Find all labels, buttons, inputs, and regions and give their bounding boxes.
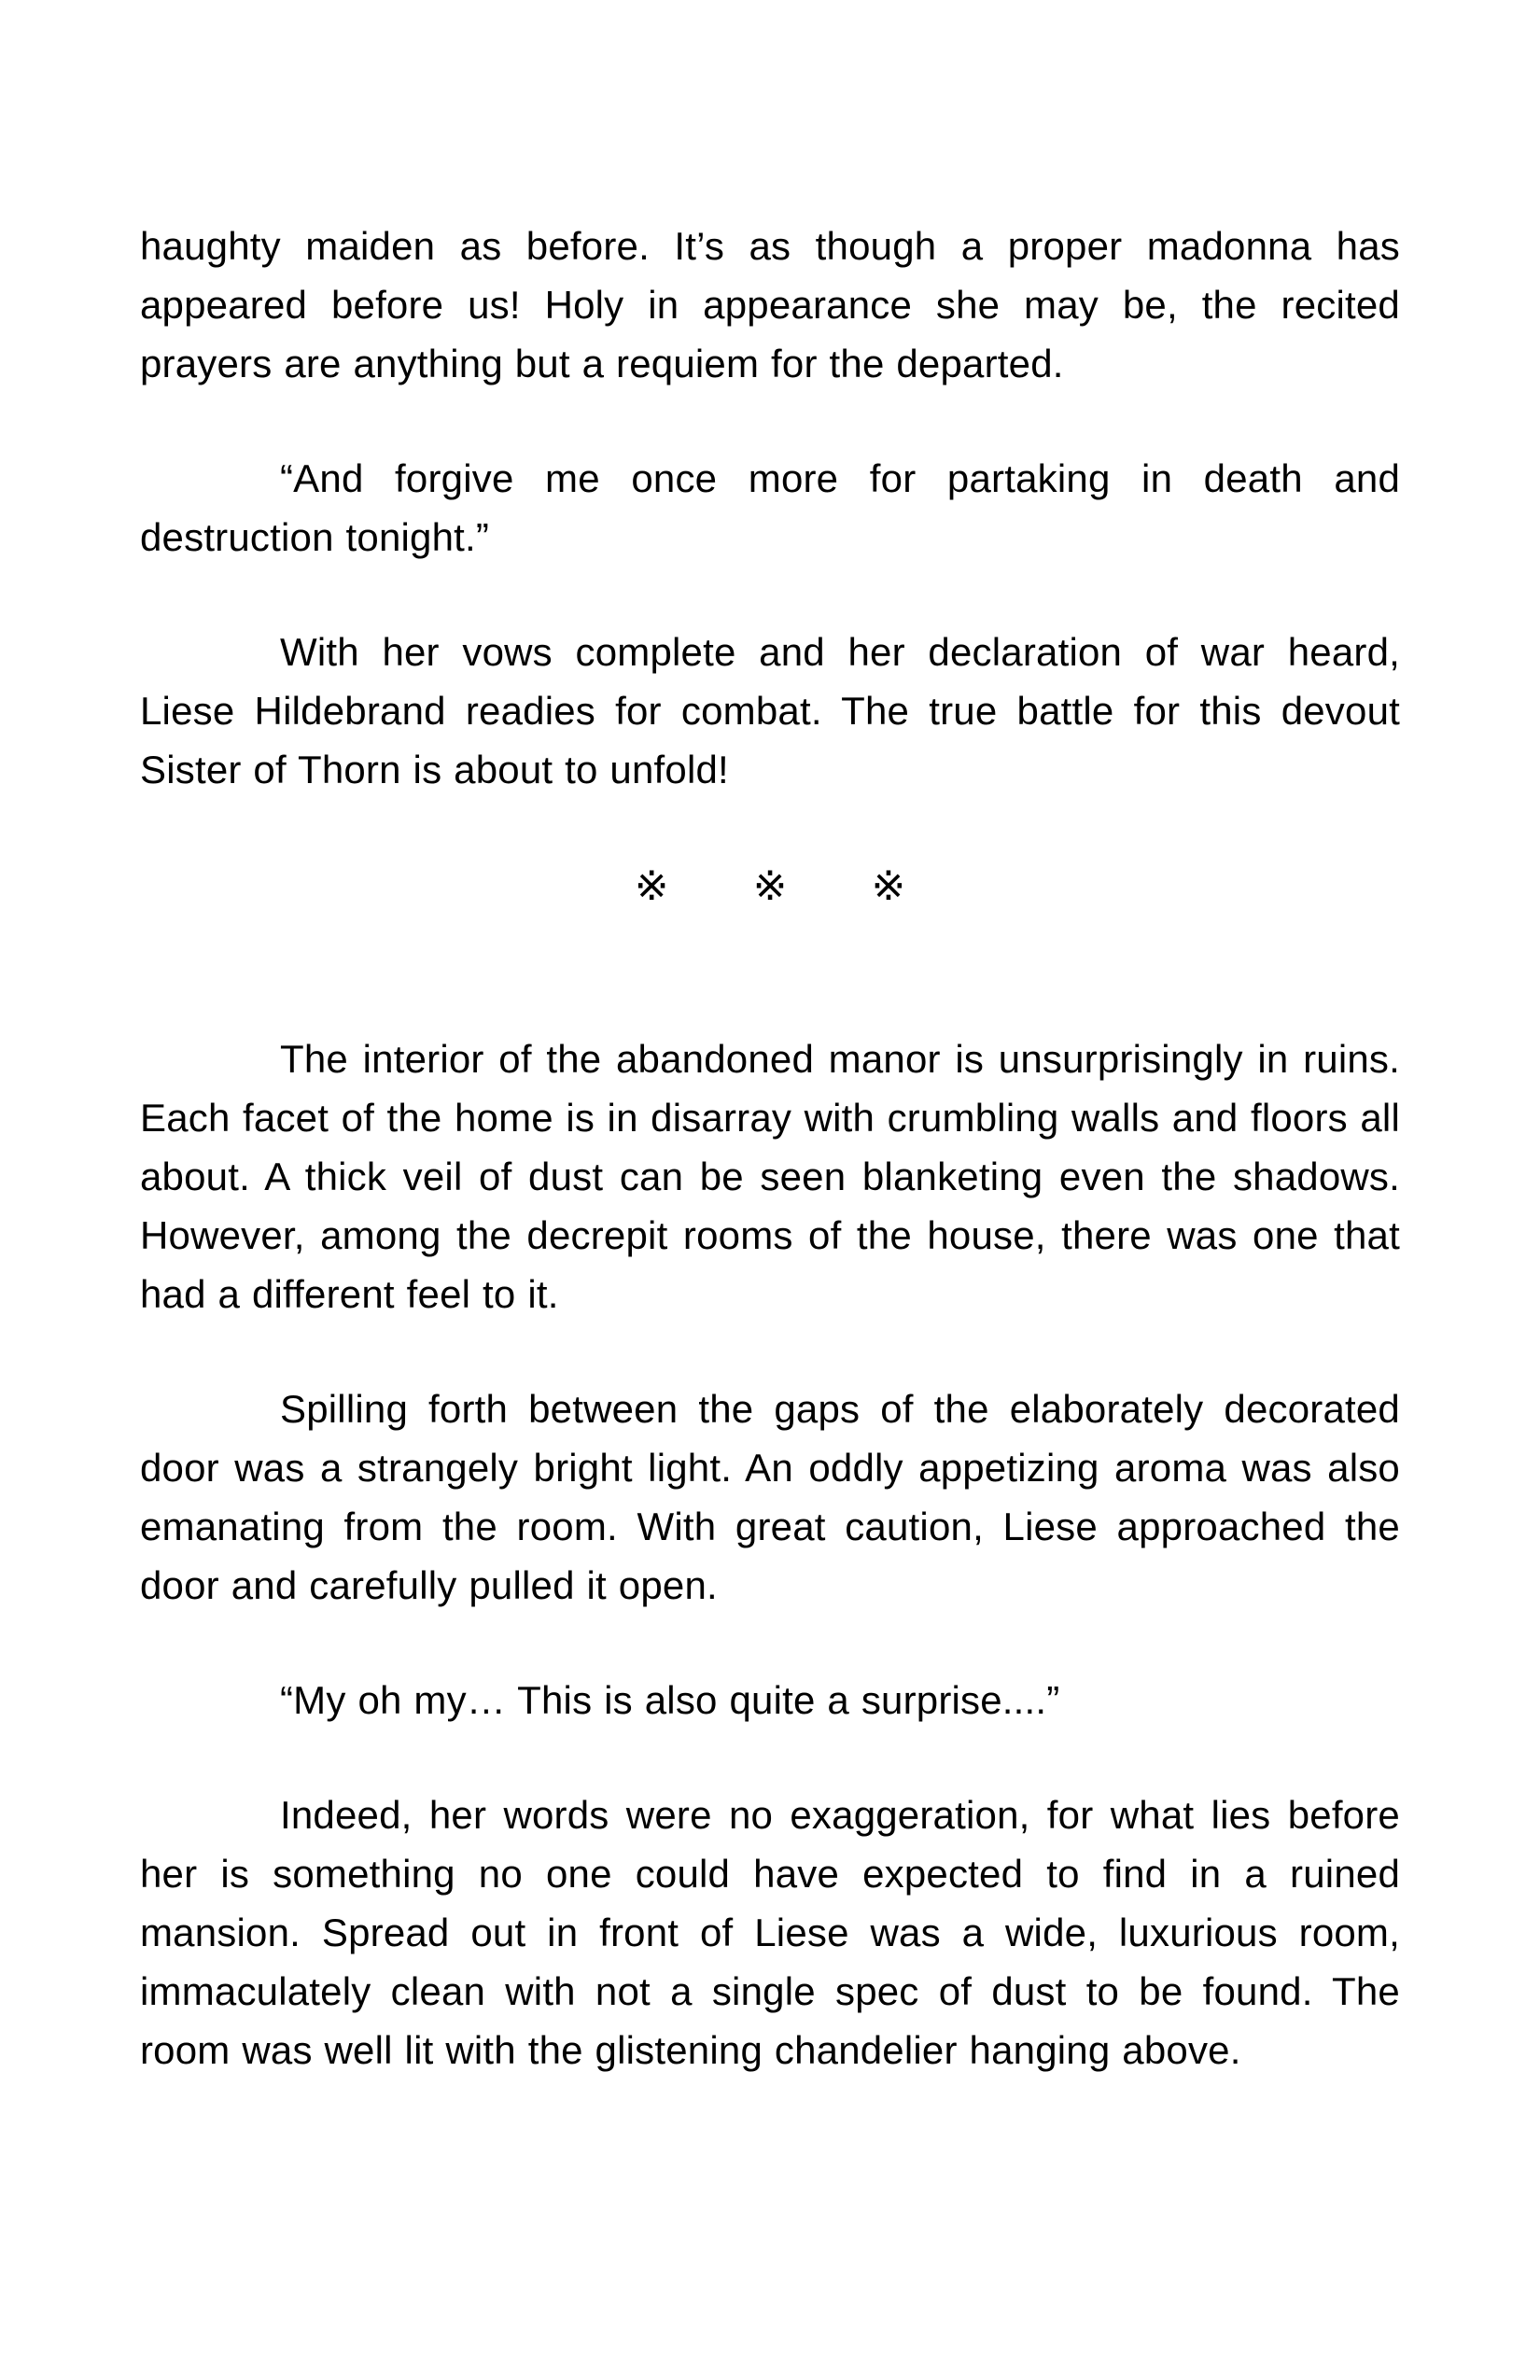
body-paragraph: Spilling forth between the gaps of the elaborately decorated door was a strangely bright light. An oddly appetizing aroma was also emanating from the room. With great caution, Liese approached the door and carefully pulled it open. [140, 1387, 1400, 1607]
dialogue-paragraph: “My oh my… This is also quite a surprise....” [280, 1678, 1060, 1722]
body-paragraph: Indeed, her words were no exaggeration, for what lies before her is something no one could have expected to find in a ruined mansion. Spread out in front of Liese was a wide, luxurious room, immaculately clean with not a single spec of dust to be found. The room was well lit with the glistening chandelier hanging above. [140, 1793, 1400, 2072]
section-break-mark: ※ [871, 863, 906, 909]
body-paragraph: With her vows complete and her declaration of war heard, Liese Hildebrand readies for combat. The true battle for this devout Sister of Thorn is about to unfold! [140, 630, 1400, 791]
body-paragraph: The interior of the abandoned manor is unsurprisingly in ruins. Each facet of the home is in disarray with crumbling walls and floors all about. A thick veil of dust can be seen blanketing even the shadows. However, among the decrepit rooms of the house, there was one that had a different feel to it. [140, 1037, 1400, 1316]
body-paragraph: haughty maiden as before. It’s as though a proper madonna has appeared before us! Holy in appearance she may be, the recited prayers are anything but a requiem for the departed. [140, 224, 1400, 385]
dialogue-paragraph: “And forgive me once more for partaking in death and destruction tonight.” [140, 456, 1400, 559]
section-break-mark: ※ [752, 863, 788, 909]
section-break [140, 857, 1400, 916]
section-break-mark: ※ [634, 863, 669, 909]
